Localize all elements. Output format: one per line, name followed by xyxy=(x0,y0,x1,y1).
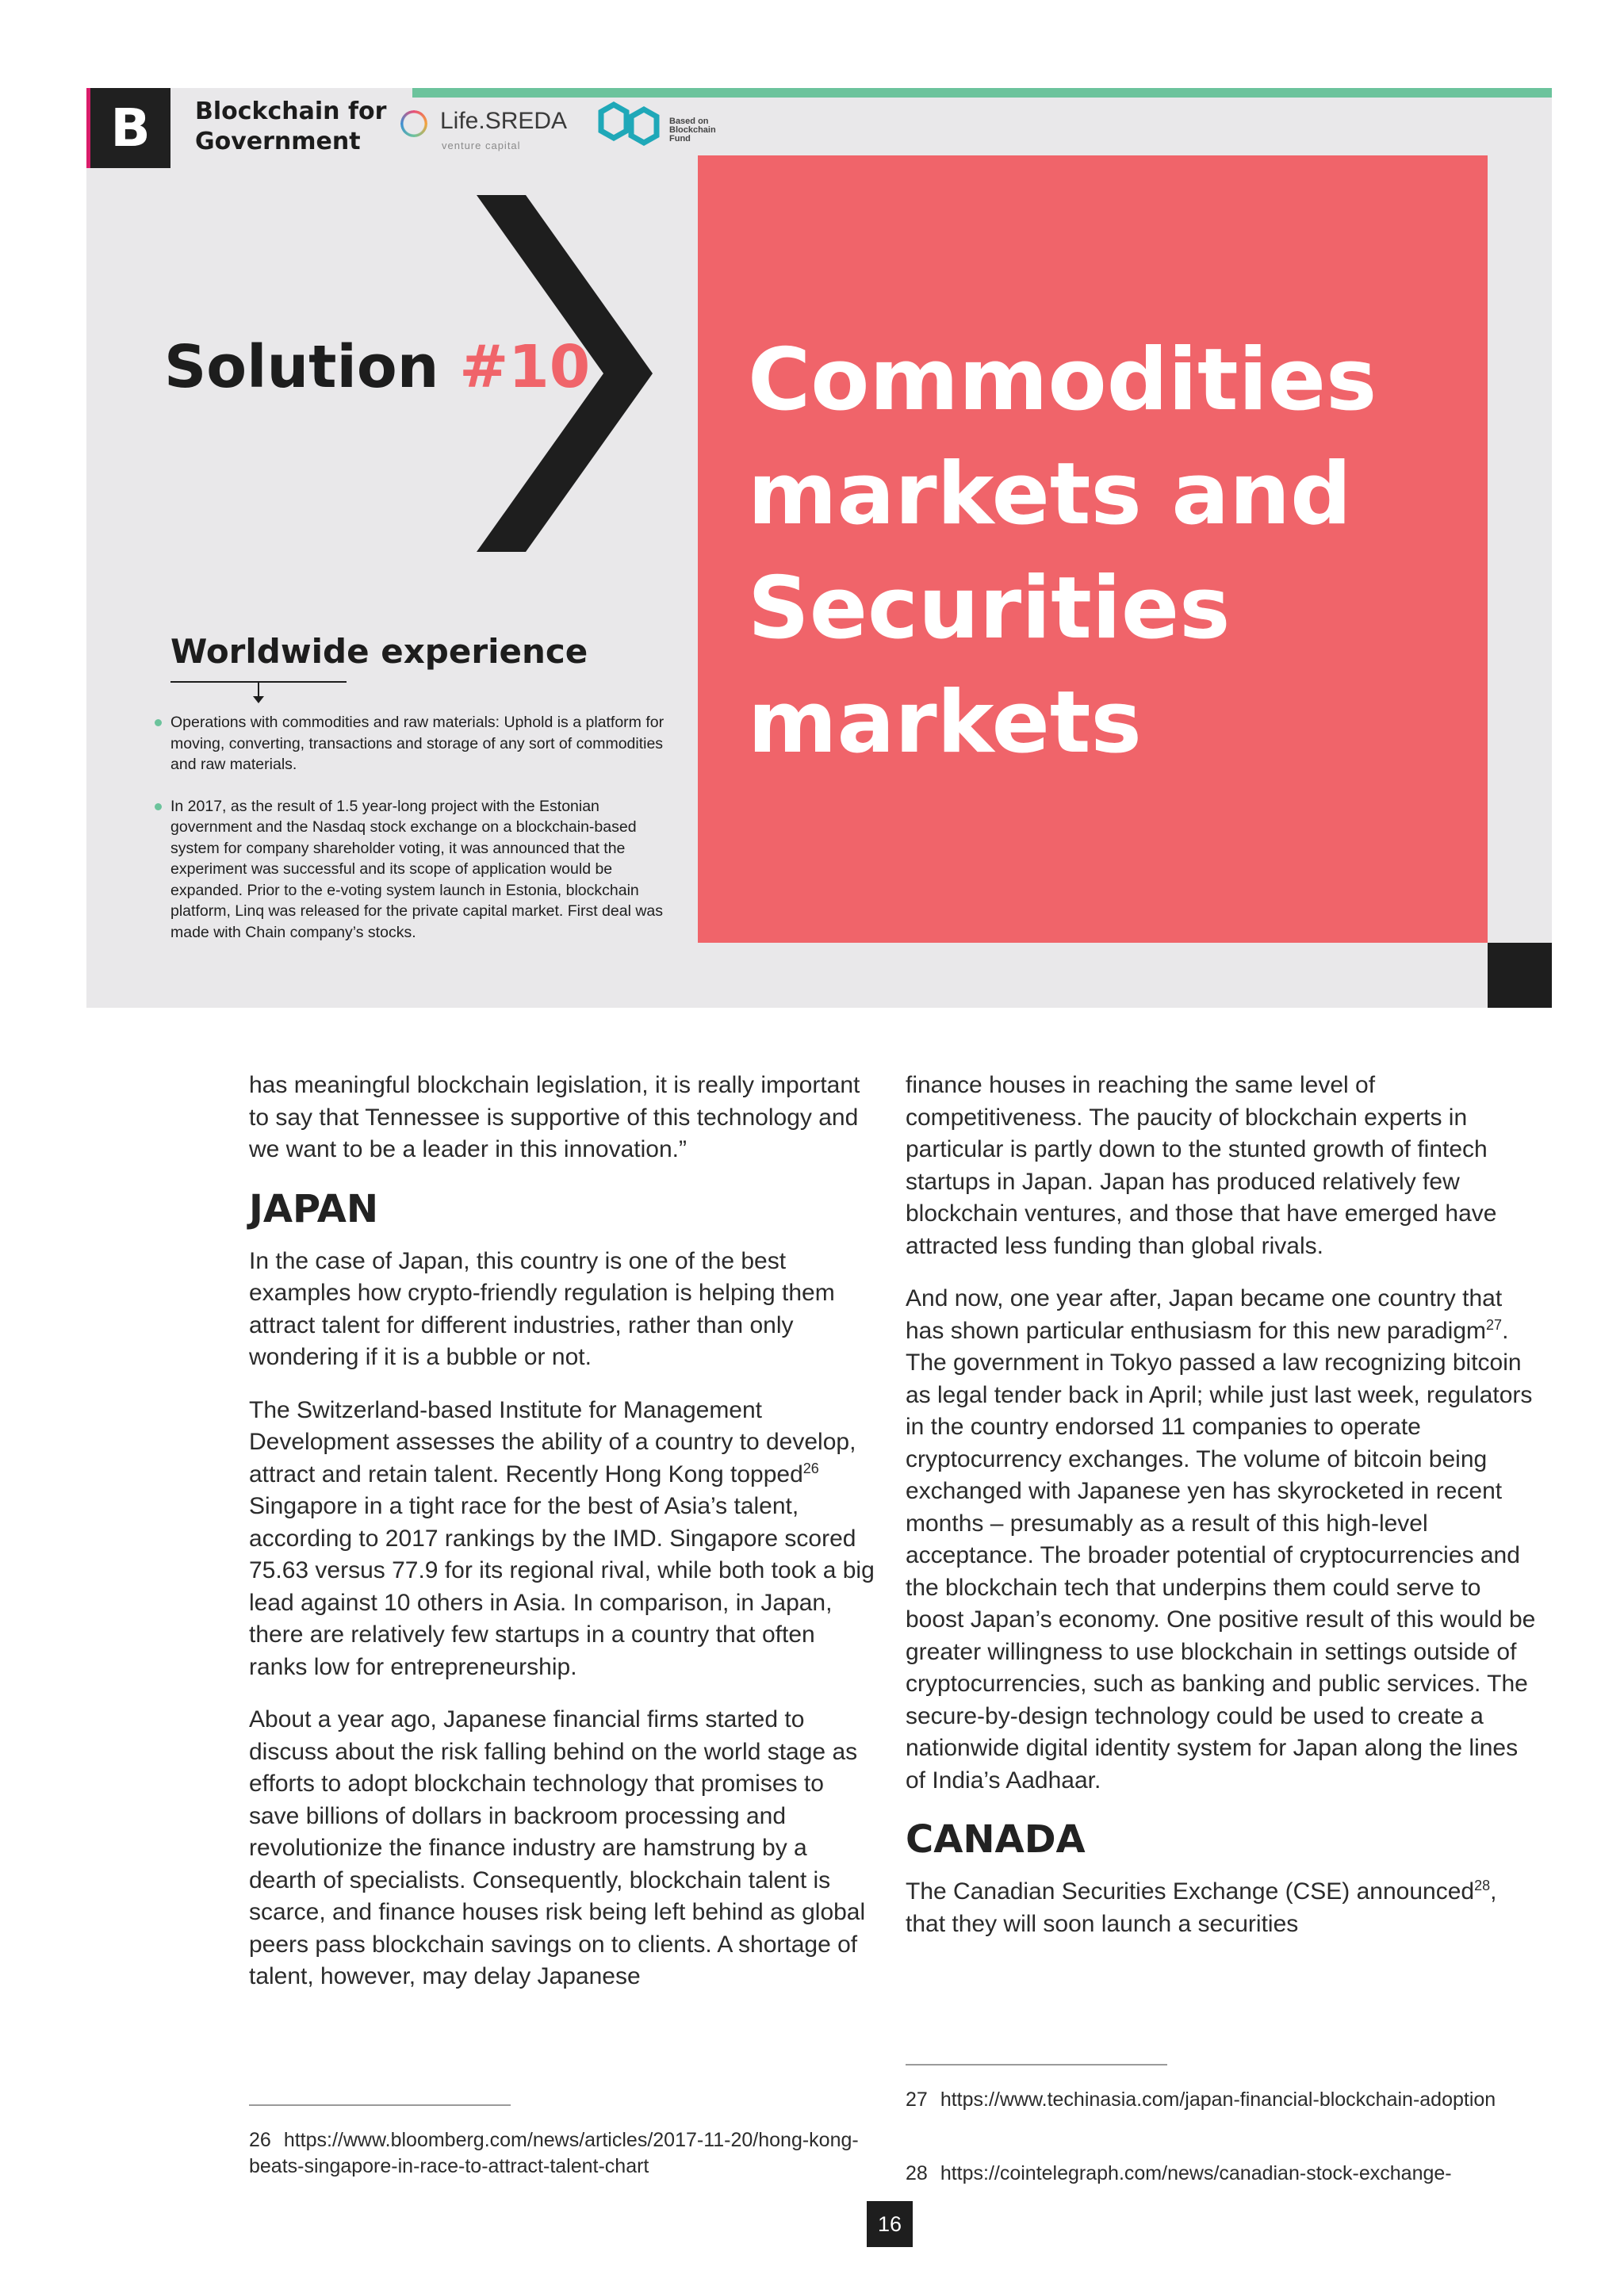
solution-label xyxy=(164,333,590,401)
paragraph xyxy=(906,1876,1536,1940)
footnote-ref: 26 xyxy=(802,1460,819,1476)
bbf-line1: Based on xyxy=(669,117,709,126)
paragraph xyxy=(906,1283,1536,1797)
text-run: The Canadian Securities Exchange (CSE) announced xyxy=(906,1878,1475,1905)
text-run: . The government in Tokyo passed a law recognizing bitcoin as legal tender back in April; while just last week, regulators in the country endorsed 11 companies to operate cryptocurrency exchanges. The volume of bitcoin being exchanged with Japanese yen has skyrocketed in recent months – presumably as a result of this high-level acceptance. The broader potential of cryptocurrencies and the blockchain tech that underpins them could serve to boost Japan’s economy. One positive result of this would be greater willingness to use blockchain in settings outside of cryptocurrencies, such as banking and public services. The secure-by-design technology could be used to create a nationwide digital identity system for Japan along the lines of India’s Aadhaar. xyxy=(906,1317,1536,1794)
footnote-ref: 28 xyxy=(1474,1878,1491,1893)
list-item-text: In 2017, as the result of 1.5 year-long project with the Estonian government and the Nasdaq stock exchange on a blockchain-based system for company shareholder voting, it was announced that the experiment was successful and its scope of application would be expanded. Prior to the e-voting system launch in Estonia, blockchain platform, Linq was released for the private capital market. First deal was made with Chain company’s stocks. xyxy=(170,797,664,941)
lifesreda-ring-icon xyxy=(400,110,427,137)
list-item-text: Operations with commodities and raw materials: Uphold is a platform for moving, converting, transactions and storage of any sort of commodities and raw materials. xyxy=(170,714,665,773)
footnote-number: 28 xyxy=(906,2162,928,2184)
bullet-dot-icon xyxy=(155,803,162,810)
arrow-down-icon xyxy=(253,696,264,703)
text-run: The Switzerland-based Institute for Management Development assesses the ability of a country to develop, attract and retain talent. Recently Hong Kong topped xyxy=(249,1396,856,1487)
bbf-line2: Blockchain xyxy=(669,125,716,135)
solution-number: #10 xyxy=(459,333,591,401)
section-heading-canada: CANADA xyxy=(906,1817,1086,1862)
text-run: Singapore in a tight race for the best of Asia’s talent, according to 2017 rankings by the IMD. Singapore scored 75.63 versus 77.9 for its regional rival, while both took a big lead against 10 others in Asia. In comparison, in Japan, there are relatively few startups in a country that often ranks low for entrepreneurship. xyxy=(249,1493,875,1680)
title-line: Securities xyxy=(748,559,1231,658)
list-item xyxy=(155,796,678,944)
bbf-text xyxy=(669,117,716,144)
lifesreda-logo xyxy=(400,105,567,152)
title-line: Commodities xyxy=(748,331,1377,430)
solution-word: Solution xyxy=(164,333,439,401)
bullet-dot-icon xyxy=(155,719,162,726)
bbf-logo xyxy=(596,98,731,154)
section-title: Blockchain for Government xyxy=(195,98,387,155)
footnote-link[interactable]: https://www.bloomberg.com/news/articles/2017-11-20/hong-kong-beats-singapore-in-race-to-attract-talent-chart xyxy=(249,2129,859,2177)
title-line: markets and xyxy=(748,445,1352,544)
right-column xyxy=(906,1070,1536,1961)
footnote-ref: 27 xyxy=(1486,1316,1503,1333)
left-column xyxy=(249,1070,879,2014)
footnote-number: 26 xyxy=(249,2129,271,2151)
footnote-28 xyxy=(906,2161,1532,2187)
section-badge xyxy=(86,88,170,168)
lifesreda-name: Life.SREDA xyxy=(440,108,568,134)
corner-square xyxy=(1488,943,1552,1008)
lifesreda-sub: venture capital xyxy=(442,140,521,151)
bbf-hexagon-icon xyxy=(596,98,668,154)
text-run: , that they will soon launch a securities xyxy=(906,1878,1497,1937)
footnote-link[interactable]: https://www.techinasia.com/japan-financial-blockchain-adoption xyxy=(940,2088,1496,2111)
paragraph xyxy=(249,1395,879,1684)
footnote-26 xyxy=(249,2127,875,2180)
page-title xyxy=(748,324,1461,780)
accent-line xyxy=(412,88,1552,98)
worldwide-heading: Worldwide experience xyxy=(170,632,588,671)
text-run: And now, one year after, Japan became one country that has shown particular enthusiasm for this new paradigm xyxy=(906,1285,1503,1344)
list-item xyxy=(155,712,678,775)
section-badge-letter: B xyxy=(110,98,151,159)
page-number: 16 xyxy=(867,2201,913,2247)
worldwide-list xyxy=(155,712,678,963)
footnote-number: 27 xyxy=(906,2088,928,2111)
footnote-link[interactable]: https://cointelegraph.com/news/canadian-stock-exchange- xyxy=(940,2162,1452,2184)
bbf-line3: Fund xyxy=(669,134,691,144)
paragraph: finance houses in reaching the same level of competitiveness. The paucity of blockchain experts in particular is partly down to the stunted growth of fintech startups in Japan. Japan has produced relatively few blockchain ventures, and those that have emerged have attracted less funding than global rivals. xyxy=(906,1072,1497,1259)
title-line: markets xyxy=(748,673,1142,772)
footnote-divider xyxy=(249,2104,511,2106)
section-heading-japan: JAPAN xyxy=(249,1186,379,1231)
paragraph: has meaningful blockchain legislation, it is really important to say that Tennessee is supportive of this technology and we want to be a leader in this innovation.” xyxy=(249,1072,860,1162)
footnote-divider xyxy=(906,2064,1167,2066)
footnote-27 xyxy=(906,2087,1532,2113)
paragraph: In the case of Japan, this country is one of the best examples how crypto-friendly regulation is helping them attract talent for different industries, rather than only wondering if it is a bubble or not. xyxy=(249,1247,835,1370)
paragraph: About a year ago, Japanese financial firms started to discuss about the risk falling behind on the world stage as efforts to adopt blockchain technology that promises to save billions of dollars in backroom processing and revolutionize the finance industry are hamstrung by a dearth of specialists. Consequently, blockchain talent is scarce, and finance houses risk being left behind as global peers pass blockchain savings on to clients. A shortage of talent, however, may delay Japanese xyxy=(249,1706,866,1989)
